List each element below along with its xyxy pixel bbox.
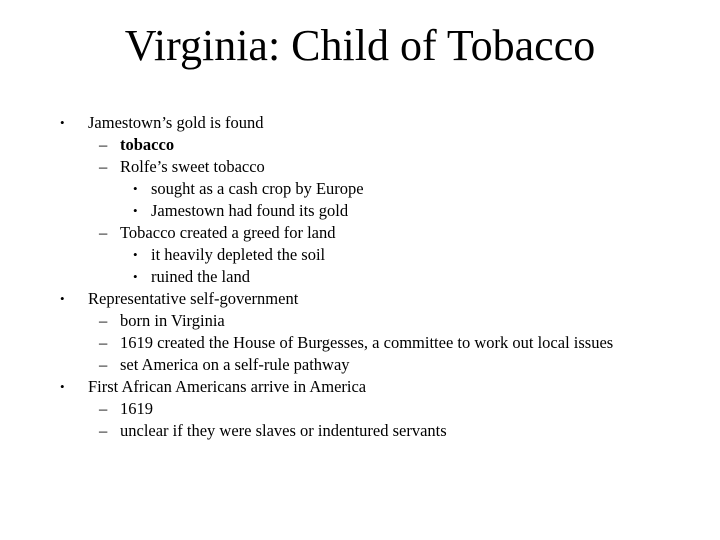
bullet-text: First African Americans arrive in America xyxy=(88,377,367,396)
bullet-text: Representative self-government xyxy=(88,289,299,308)
dash-icon: – xyxy=(99,399,108,418)
sub-item-text: set America on a self-rule pathway xyxy=(120,355,350,374)
dash-icon: – xyxy=(99,333,108,352)
dash-icon: – xyxy=(99,355,108,374)
sub-sub-item-text: it heavily depleted the soil xyxy=(151,245,326,264)
bullet-text: Jamestown’s gold is found xyxy=(88,113,264,132)
dash-icon: – xyxy=(99,157,108,176)
sub-item-text: tobacco xyxy=(120,135,175,154)
bullet-icon: • xyxy=(60,379,65,394)
sub-sub-item-text: sought as a cash crop by Europe xyxy=(151,179,364,198)
sub-item-text: unclear if they were slaves or indentured servants xyxy=(120,421,447,440)
sub-item-text: Tobacco created a greed for land xyxy=(120,223,336,242)
bullet-icon: • xyxy=(133,181,138,196)
sub-item-text: Rolfe’s sweet tobacco xyxy=(120,157,265,176)
bullet-icon: • xyxy=(60,115,65,130)
bullet-icon: • xyxy=(133,269,138,284)
sub-item-text: 1619 created the House of Burgesses, a committee to work out local issues xyxy=(120,333,614,352)
bullet-icon: • xyxy=(60,291,65,306)
sub-item-text: 1619 xyxy=(120,399,153,418)
sub-sub-item-text: ruined the land xyxy=(151,267,250,286)
dash-icon: – xyxy=(99,135,108,154)
dash-icon: – xyxy=(99,421,108,440)
sub-item-text: born in Virginia xyxy=(120,311,225,330)
dash-icon: – xyxy=(99,223,108,242)
sub-sub-item-text: Jamestown had found its gold xyxy=(151,201,349,220)
bullet-icon: • xyxy=(133,203,138,218)
dash-icon: – xyxy=(99,311,108,330)
slide-title: Virginia: Child of Tobacco xyxy=(124,21,596,70)
bullet-icon: • xyxy=(133,247,138,262)
